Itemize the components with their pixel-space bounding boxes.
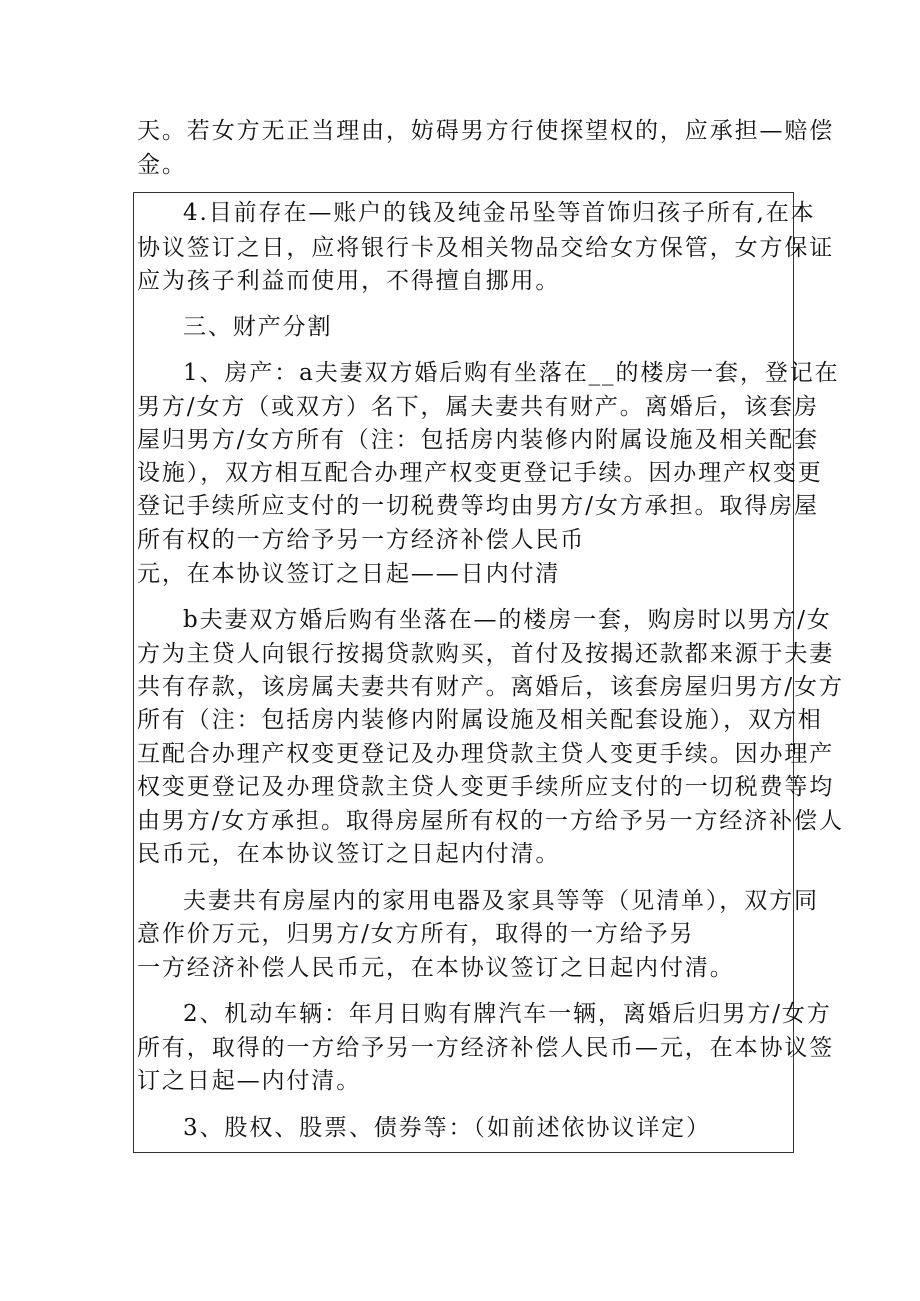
stocks-line-1: 3、股权、股票、债券等：（如前述依协议详定）	[183, 1115, 711, 1141]
section-title-property-division: 三、财产分割	[183, 314, 333, 340]
house-b-line-8: 民币元，在本协议签订之日起内付清。	[137, 841, 561, 867]
house-a-line-3: 屋归男方/女方所有（注：包括房内装修内附属设施及相关配套	[137, 427, 819, 453]
vehicle-line-2: 所有，取得的一方给予另一方经济补偿人民币—元，在本协议签	[137, 1035, 835, 1061]
item4-line-3: 应为孩子利益而使用，不得擅自挪用。	[137, 268, 561, 294]
appliances-line-3: 一方经济补偿人民币元，在本协议签订之日起内付清。	[137, 955, 735, 981]
house-b-line-7: 由男方/女方承担。取得房屋所有权的一方给予另一方经济补偿人	[137, 808, 844, 834]
house-b-line-6: 权变更登记及办理贷款主贷人变更手续所应支付的一切税费等均	[137, 774, 835, 800]
house-a-line-5: 登记手续所应支付的一切税费等均由男方/女方承担。取得房屋	[137, 493, 819, 519]
house-a-line-1: 1、房产：a夫妻双方婚后购有坐落在__的楼房一套，登记在	[183, 360, 840, 386]
intro-line-2: 金。	[137, 152, 187, 178]
item4-line-2: 协议签订之日，应将银行卡及相关物品交给女方保管，女方保证	[137, 235, 835, 261]
house-b-line-1: b夫妻双方婚后购有坐落在—的楼房一套，购房时以男方/女	[183, 607, 832, 633]
house-b-line-3: 共有存款，该房属夫妻共有财产。离婚后，该套房屋归男方/女方	[137, 674, 844, 700]
house-a-line-6: 所有权的一方给予另一方经济补偿人民币	[137, 527, 586, 553]
house-b-line-4: 所有（注：包括房内装修内附属设施及相关配套设施），双方相	[137, 707, 823, 733]
vehicle-line-3: 订之日起—内付清。	[137, 1068, 362, 1094]
appliances-line-2: 意作价万元，归男方/女方所有，取得的一方给予另	[137, 921, 695, 947]
house-a-line-4: 设施），双方相互配合办理产权变更登记手续。因办理产权变更	[137, 460, 823, 486]
house-a-line-7: 元，在本协议签订之日起——日内付清	[137, 561, 561, 587]
intro-line-1: 天。若女方无正当理由，妨碍男方行使探望权的，应承担—赔偿	[137, 118, 835, 144]
house-b-line-2: 方为主贷人向银行按揭贷款购买，首付及按揭还款都来源于夫妻	[137, 641, 835, 667]
house-a-line-2: 男方/女方（或双方）名下，属夫妻共有财产。离婚后，该套房	[137, 394, 819, 420]
vehicle-line-1: 2、机动车辆：年月日购有牌汽车一辆，离婚后归男方/女方	[183, 1001, 832, 1027]
appliances-line-1: 夫妻共有房屋内的家用电器及家具等等（见清单），双方同	[183, 888, 819, 914]
item4-line-1: 4.目前存在—账户的钱及纯金吊坠等首饰归孩子所有,在本	[183, 200, 816, 226]
house-b-line-5: 互配合办理产权变更登记及办理贷款主贷人变更手续。因办理产	[137, 741, 835, 767]
